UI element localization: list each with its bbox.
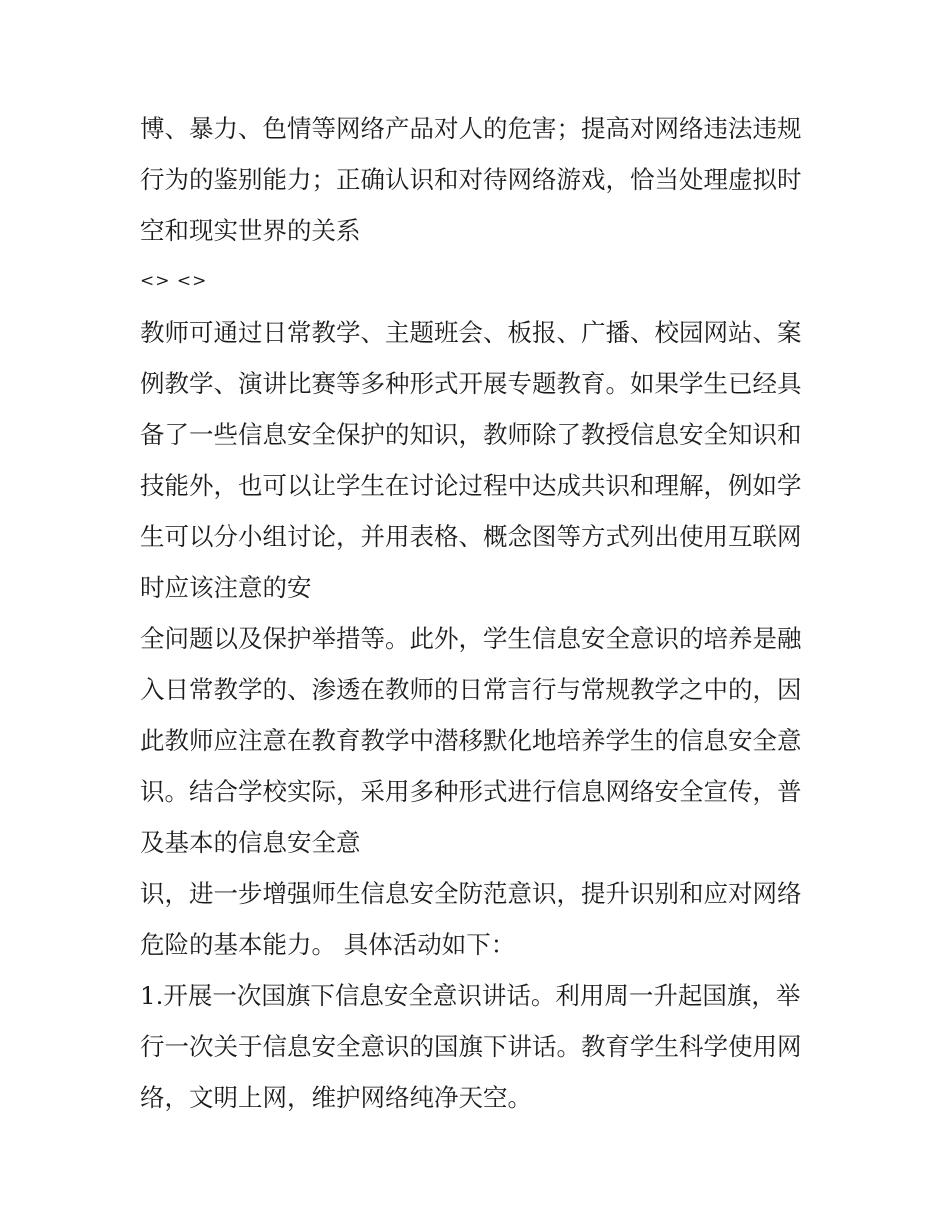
text-line: 博、暴力、色情等网络产品对人的危害；提高对网络违法违规 <box>140 114 802 143</box>
text-line: 教师可通过日常教学、主题班会、板报、广播、校园网站、案 <box>140 318 802 347</box>
text-line: 技能外，也可以让学生在讨论过程中达成共识和理解，例如学 <box>140 471 802 500</box>
text-line: 及基本的信息安全意 <box>140 828 361 857</box>
list-item-text: 络，文明上网，维护网络纯净天空。 <box>140 1083 532 1112</box>
text-line: 此教师应注意在教育教学中潜移默化地培养学生的信息安全意 <box>140 726 802 755</box>
text-line: 空和现实世界的关系 <box>140 216 361 245</box>
text-line: 危险的基本能力。 具体活动如下： <box>140 930 516 959</box>
separator-marker: <> <> <box>140 271 208 291</box>
text-line: 识，进一步增强师生信息安全防范意识，提升识别和应对网络 <box>140 879 802 908</box>
text-line: 例教学、演讲比赛等多种形式开展专题教育。如果学生已经具 <box>140 369 802 398</box>
document-body <box>140 103 830 1123</box>
text-line: 行为的鉴别能力；正确认识和对待网络游戏，恰当处理虚拟时 <box>140 165 802 194</box>
text-line: 备了一些信息安全保护的知识，教师除了教授信息安全知识和 <box>140 420 802 449</box>
list-item-text: 行一次关于信息安全意识的国旗下讲话。教育学生科学使用网 <box>140 1032 802 1061</box>
text-line: 生可以分小组讨论，并用表格、概念图等方式列出使用互联网 <box>140 522 802 551</box>
text-line: 入日常教学的、渗透在教师的日常言行与常规教学之中的，因 <box>140 675 802 704</box>
text-line: 时应该注意的安 <box>140 573 312 602</box>
text-line: 识。结合学校实际，采用多种形式进行信息网络安全宣传，普 <box>140 777 802 806</box>
list-item-text: 1.开展一次国旗下信息安全意识讲话。利用周一升起国旗，举 <box>140 981 801 1010</box>
text-line: 全问题以及保护举措等。此外，学生信息安全意识的培养是融 <box>140 624 802 653</box>
